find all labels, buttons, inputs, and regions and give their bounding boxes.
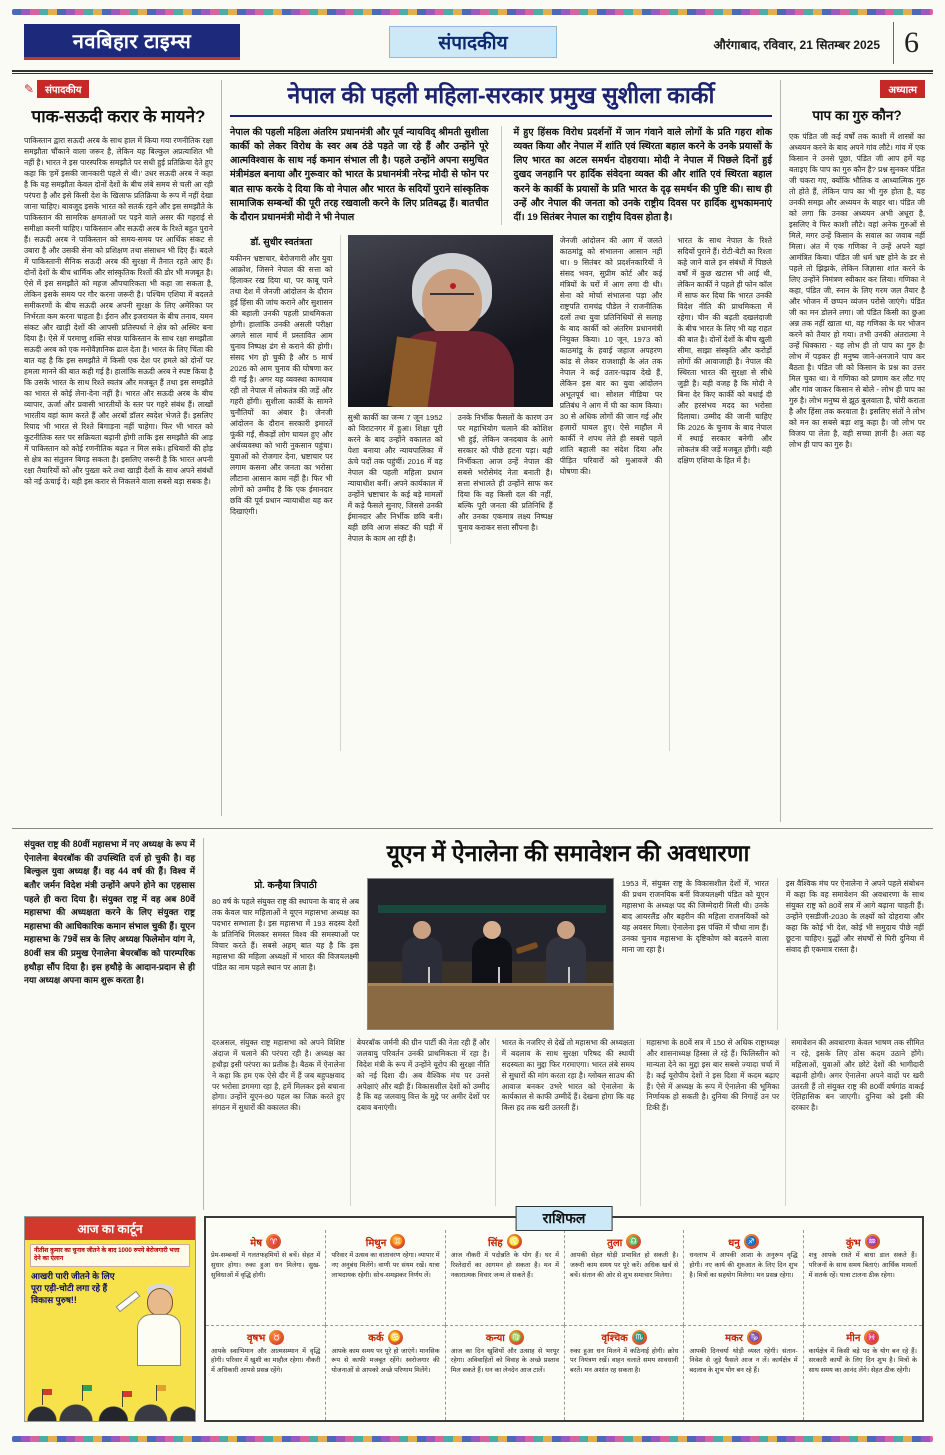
horoscope-grid (206, 1218, 922, 1420)
mid-section-divider (12, 828, 933, 829)
sign-name: मीन (846, 1333, 861, 1344)
horoscope-cell-libra (564, 1230, 683, 1325)
sign-text: शत्रु आपके रास्ते में बाधा डाल सकते हैं। परिजनों के साथ समय बिताएं। आर्थिक मामलों में सतर्क रहें। यात्रा टालना ठीक रहेगा। (808, 1252, 917, 1279)
cartoon-man-body-shape (137, 1314, 181, 1366)
main-intro-col-a: नेपाल की पहली महिला अंतरिम प्रधानमंत्री और पूर्व न्यायविद् श्रीमती सुशीला कार्की को लेकर विरोध के स्वर अब ठंडे पड़ते जा रहे हैं और उन्होंने पूरे आत्मविश्वास के साथ नई कमान संभाल ली है। पहले उन्होंने अपना समुचित मंत्रीमंडल बनाया और गुरूवार को भारत के प्रधानमंत्री नरेन्द्र मोदी से फोन पर बात साफ करके दे दिया कि वो नेपाल और भारत के सदियों पुराने सांस्कृतिक सामाजिक सम्बन्धों की पूरी तरह रखवाली करने के लिए प्रतिबद्ध हैं। बातचीत के दौरान प्रधानमंत्री मोदी ने भी नेपाल (230, 126, 489, 224)
horoscope-cell-capricorn (683, 1325, 802, 1421)
article-column-text: भारत के नजरिए से देखें तो महासभा की अध्यक्षता में बदलाव के साथ सुरक्षा परिषद की स्थायी सदस्यता का मुद्दा फिर गरमाएगा। भारत लंबे समय से सुधारों की मांग करता रहा है। ग्लोबल साउथ की आवाज बनकर उभरे भारत को ऐनालेना के कार्यकाल से काफी उम्मीदें हैं। देखना होगा कि वह किस हद तक खरी उतरती हैं। (501, 1038, 635, 1113)
sign-text: परिवार में उत्सव का वातावरण रहेगा। व्यापार में नए अनुबंध मिलेंगे। वाणी पर संयम रखें। यात्रा लाभदायक रहेगी। सोच-समझकर निर्णय लें। (331, 1252, 440, 1279)
libra-icon: ♎ (626, 1234, 641, 1249)
main-headline: नेपाल की पहली महिला-सरकार प्रमुख सुशीला कार्की (230, 82, 772, 117)
article-column-text: उनके निर्भीक फैसलों के कारण उन पर महाभियोग चलाने की कोशिश भी हुई, लेकिन जनदबाव के आगे सरकार को पीछे हटना पड़ा। यही निर्भीकता आज उन्हें नेपाल की सबसे भरोसेमंद नेता बनाती है। सत्ता संभालते ही उन्होंने साफ कर दिया कि वह किसी दल की नहीं, बल्कि पूरी जनता की प्रतिनिधि हैं और उनका एकमात्र लक्ष्य निष्पक्ष चुनाव कराकर सत्ता सौंपना है। (450, 412, 553, 544)
sign-name: कन्या (485, 1333, 505, 1344)
sagittarius-icon: ♐ (744, 1234, 759, 1249)
aries-icon: ♈ (266, 1234, 281, 1249)
article-subcolumns (348, 412, 553, 544)
capricorn-icon: ♑ (747, 1330, 762, 1345)
sign-name: कुंभ (845, 1237, 861, 1249)
photo-shawl-shape (387, 337, 436, 407)
article-column-text: 1953 में, संयुक्त राष्ट्र के विकासशील देशों में, भारत की प्रथम राजनयिक बनीं विजयलक्ष्मी पंडित को यूएन महासभा के अध्यक्ष पद की जिम्मेदारी मिली थी। उनके बाद आयरलैंड और बहरीन की महिला राजनयिकों को यह अवसर मिला। ऐनालेना इस पंक्ति में चौथा नाम हैं। उनका चुनाव महासभा के दृष्टिकोण को बदलने वाला माना जा रहा है। (621, 879, 769, 954)
sign-name: वृश्चिक (601, 1333, 628, 1344)
horoscope-cell-aries (206, 1230, 325, 1325)
sign-text: रुका हुआ धन मिलने में कठिनाई होगी। क्रोध पर नियंत्रण रखें। वाहन चलाते समय सावधानी बरतें। मन अशांत रह सकता है। (570, 1347, 679, 1374)
main-intro-col-b: में हुए हिंसक विरोध प्रदर्शनों में जान गंवाने वाले लोगों के प्रति गहरा शोक व्यक्त किया और नेपाल में शांति एवं स्थिरता बहाल करने के उनके प्रयासों के लिए भारत का अटल समर्थन दोहराया। मोदी ने नेपाल में पिछले दिनों हुई दुखद जनहानि पर हार्दिक संवेदना व्यक्त की और शांति एवं स्थिरता बहाल करने के कार्की के प्रयासों के प्रति भारत के दृढ़ समर्थन की पुष्टि की। साथ ही उन्हें और नेपाल की जनता को उनके राष्ट्रीय दिवस पर हार्दिक शुभकामनाएं दीं। 19 सितंबर नेपाल का राष्ट्रीय दिवस होता है। (501, 126, 773, 226)
taurus-icon: ♉ (269, 1330, 284, 1345)
horoscope-cell-sagittarius (683, 1230, 802, 1325)
article-column-text: 80 वर्ष के पहले संयुक्त राष्ट्र की स्थापना के बाद से अब तक केवल चार महिलाओं ने यूएन महासभा अध्यक्ष का पदभार सम्भाला है। इस महासभा में 193 सदस्य देशों के प्रतिनिधि मिलकर समस्त विश्व की समस्याओं पर विचार करते हैं। सबसे अहम् बात यह है कि इस महासभा की महिला अध्यक्षों में भारत की विजयलक्ष्मी पंडित का नाम पहले स्थान पर आता है। (212, 897, 360, 972)
cartoon-top-caption: नीतीश कुमार का चुनाव जीतने के बाद 1000 रुपये बेरोजगारी भत्ता देने का ऐलान (30, 1244, 190, 1267)
main-article (230, 82, 772, 751)
sign-name: मकर (725, 1333, 743, 1344)
editorial-label-row (24, 80, 213, 98)
cartoon-crowd-shape (25, 1387, 195, 1421)
gavel-shape (516, 942, 539, 955)
sign-name: वृषभ (246, 1333, 266, 1344)
leo-icon: ♌ (507, 1234, 522, 1249)
microphone-shape (498, 967, 500, 983)
pen-icon: ✎ (24, 82, 35, 96)
spiritual-label-row (789, 80, 925, 98)
un-headline: यूएन में ऐनालेना की समावेशन की अवधारणा (386, 840, 750, 866)
photo-glasses-shape (430, 293, 474, 303)
cartoon-man-head-shape (147, 1288, 173, 1316)
un-assembly-photo (367, 878, 614, 1030)
article-column-text: दरअसल, संयुक्त राष्ट्र महासभा को अपने विशिष्ट अंदाज में चलाने की परंपरा रही है। अध्यक्ष का हथौड़ा इसी परंपरा का प्रतीक है। बैठक में ऐनालेना ने कहा कि हम एक ऐसे दौर में हैं जब बहुपक्षवाद पर भरोसा डगमगा रहा है, हमें मिलकर इसे बचाना होगा। उन्होंने यूएन-80 पहल का जिक्र करते हुए संगठन में सुधारों की वकालत की। (212, 1038, 345, 1113)
horoscope-box (204, 1210, 924, 1422)
horoscope-cell-leo (445, 1230, 564, 1325)
top-decorative-border (12, 9, 933, 15)
main-intro (230, 126, 772, 226)
sign-text: कार्यक्षेत्र में किसी बड़े पद के योग बन रहे हैं। सरकारी कार्यों के लिए दिन शुभ है। मित्रों के साथ समय का आनंद लेंगे। सेहत ठीक रहेगी। (808, 1347, 917, 1374)
photo-head-shape (483, 921, 501, 939)
main-byline: डॉ. सुधीर स्वतंत्रता (250, 237, 313, 249)
scorpio-icon: ♏ (632, 1330, 647, 1345)
sushila-karki-photo (348, 235, 553, 407)
sign-name: धनु (728, 1237, 740, 1249)
article-column-text: सुश्री कार्की का जन्म 7 जून 1952 को विराटनगर में हुआ। शिक्षा पूरी करने के बाद उन्होंने वकालत को पेशा बनाया और न्यायपालिका में ऊंचे पदों तक पहुंचीं। 2016 में वह नेपाल की पहली महिला प्रधान न्यायाधीश बनीं। अपने कार्यकाल में उन्होंने भ्रष्टाचार के कई बड़े मामलों में कड़े फैसले सुनाए, जिससे उनकी ईमानदार और निर्भीक छवि बनी। यही छवि आज संकट की घड़ी में नेपाल के काम आ रही है। (347, 413, 443, 544)
photo-panel-shape (378, 905, 606, 913)
photo-desk-shape (368, 983, 613, 1029)
un-article-top-row (212, 878, 924, 1030)
article-column-text: यकीनन भ्रष्टाचार, बेरोजगारी और युवा आक्रोश, जिसने नेपाल की सत्ता को हिलाकर रख दिया था, पर काबू पाने तथा देश में जेनजी आंदोलन के दौरान हुई हिंसा की जांच कराने और सुशासन की बहाली उनकी पहली प्राथमिकता होगी। हालांकि उनकी असली परीक्षा अगले साल मार्च में प्रस्तावित आम चुनाव निष्पक्ष ढंग से कराने की होगी। संसद भंग हो चुकी है और 5 मार्च 2026 को आम चुनाव की घोषणा कर दी गई है। अगर यह व्यवस्था कामयाब रही तो नेपाल में लोकतंत्र की जड़ें और गहरी होंगी। सुशीला कार्की के सामने चुनौतियों का अंबार है। जेनजी आंदोलन के दौरान सरकारी इमारतें फूंकी गईं, सैकड़ों लोग घायल हुए और अर्थव्यवस्था को भारी नुकसान पहुंचा। युवाओं को रोजगार देना, भ्रष्टाचार पर लगाम कसना और जनता का भरोसा लौटाना आसान काम नहीं है। फिर भी लोगों को उम्मीद है कि एक ईमानदार छवि की पूर्व प्रधान न्यायाधीश यह कर दिखाएंगी। (230, 254, 333, 517)
article-column-text: बेयरबॉक जर्मनी की ग्रीन पार्टी की नेता रही हैं और जलवायु परिवर्तन उनकी प्राथमिकता में रहा है। विदेश मंत्री के रूप में उन्होंने यूरोप की सुरक्षा नीति को नई दिशा दी। अब वैश्विक मंच पर उनसे अपेक्षाएं और बड़ी हैं। विकासशील देशों को उम्मीद है कि वह जलवायु वित्त के मुद्दे पर अमीर देशों पर दबाव बनाएंगी। (356, 1038, 490, 1113)
cancer-icon: ♋ (388, 1330, 403, 1345)
article-column-text: महासभा के 80वें सत्र में 150 से अधिक राष्ट्राध्यक्ष और शासनाध्यक्ष हिस्सा ले रहे हैं। फिलिस्तीन को मान्यता देने का मुद्दा इस बार सबसे ज्यादा चर्चा में है। कई यूरोपीय देशों ने इस दिशा में कदम बढ़ाए हैं। ऐसे में अध्यक्ष के रूप में ऐनालेना की भूमिका निर्णायक हो सकती है। दुनिया की निगाहें उन पर टिकी हैं। (646, 1038, 780, 1113)
sign-text: आपकी दिनचर्या थोड़ी व्यस्त रहेगी। संतान-निवेश से जुड़े फैसले आज न लें। कार्यक्षेत्र में बदलाव के शुभ योग बन रहे हैं। (689, 1347, 798, 1374)
sign-name: कर्क (368, 1333, 384, 1344)
photo-figure-shape (402, 937, 442, 989)
article-photo-column (340, 235, 553, 751)
header-divider (12, 70, 933, 74)
page-number: 6 (893, 22, 929, 64)
photo-head-shape (413, 921, 431, 939)
microphone-shape (428, 967, 430, 983)
cartoon-slogan: आखरी पारी जीतने के लिए पूरा एड़ी-चोटी लगा रहे हैं विकास पुरुष!! (31, 1270, 115, 1306)
horoscope-cell-pisces (803, 1325, 922, 1421)
sign-text: धनलाभ में आपकी आशा के अनुरूप वृद्धि होगी। नए कार्य की शुरुआत के लिए दिन शुभ है। मित्रों का सहयोग मिलेगा। मन प्रसन्न रहेगा। (689, 1252, 798, 1279)
masthead-title: नवबिहार टाइम्स (24, 24, 240, 60)
photo-figure-shape (472, 937, 512, 989)
microphone-shape (568, 967, 570, 983)
main-article-body (230, 235, 772, 751)
photo-head-shape (557, 921, 575, 939)
spiritual-label: अध्यात्म (880, 80, 925, 98)
cartoon-box (24, 1216, 196, 1422)
sign-name: मेष (250, 1237, 263, 1249)
sign-name: सिंह (487, 1237, 503, 1249)
un-article-lead-column: संयुक्त राष्ट्र की 80वीं महासभा में नए अध्यक्ष के रूप में ऐनालेना बेयरबॉक की उपस्थिति दर्ज हो चुकी है। वह बिल्कुल युवा अध्यक्ष हैं। वह 44 वर्ष की हैं। विश्व में बतौर जर्मन विदेश मंत्री उन्होंने अपने होने का एहसास पहले ही करा दिया है। संयुक्त राष्ट्र में वह अब 80वें महासभा की अध्यक्षता करने के लिए संयुक्त राष्ट्र महासभा की आधिकारिक कमान संभाल चुकी हैं। यूएन महासभा के 79वें सत्र के लिए अध्यक्ष फिलेमोन यांग ने, 80वीं सत्र की प्रमुख ऐनालेना बेयरबॉक को पारम्परिक हथौड़ा सौंप दिया है। इस हथौड़े के आदान-प्रदान से ही नया अध्यक्ष अपना काम शुरू करता है। (24, 838, 204, 1210)
bottom-decorative-border (12, 1436, 933, 1442)
horoscope-cell-virgo (445, 1325, 564, 1421)
article-column-text: भारत के साथ नेपाल के रिश्ते सदियों पुराने हैं। रोटी-बेटी का रिश्ता कहे जाने वाले इन संबंधों में पिछले वर्षों में कुछ खटास भी आई थी, लेकिन कार्की ने पहले ही फोन कॉल में साफ कर दिया कि भारत उनकी विदेश नीति की प्राथमिकता में रहेगा। चीन की बढ़ती दखलंदाजी के बीच भारत के लिए भी यह राहत की बात है। दोनों देशों के बीच खुली सीमा, साझा संस्कृति और करोड़ों लोगों की आवाजाही है। नेपाल की स्थिरता भारत की सुरक्षा से सीधे जुड़ी है। यही वजह है कि मोदी ने बिना देर किए कार्की को बधाई दी और हरसंभव मदद का भरोसा दिलाया। उम्मीद की जानी चाहिए कि 2026 के चुनाव के बाद नेपाल में स्थाई सरकार बनेगी और लोकतंत्र की जड़ें मजबूत होंगी। यही दक्षिण एशिया के हित में है। (669, 235, 772, 751)
spiritual-column (780, 80, 925, 822)
article-column-text: इस वैश्विक मंच पर ऐनालेना ने अपने पहले संबोधन में कहा कि वह समावेशन की अवधारणा के साथ संयुक्त राष्ट्र को 80वें सत्र में आगे बढ़ाना चाहती हैं। उन्होंने एसडीजी-2030 के लक्ष्यों को दोहराया और कहा कि कोई भी देश, कोई भी समुदाय पीछे नहीं छूटना चाहिए। युद्धों और संघर्षों से घिरी दुनिया में संवाद ही एकमात्र रास्ता है। (777, 878, 924, 1030)
sign-name: तुला (607, 1237, 623, 1249)
horoscope-cell-aquarius (803, 1230, 922, 1325)
sign-text: आज नौकरी में पदोन्नति के योग हैं। घर में रिश्तेदारों का आगमन हो सकता है। मन में नकारात्मक विचार जन्म ले सकते हैं। (450, 1252, 559, 1279)
sign-name: मिथुन (365, 1237, 387, 1249)
un-article-bottom-columns (212, 1038, 924, 1206)
sign-text: आपके काम समय पर पूरे हो जाएंगे। मानसिक रूप से काफी मजबूत रहेंगे। स्वरोजगार की योजनाओं से आपको अच्छे परिणाम मिलेंगे। (331, 1347, 440, 1374)
horoscope-cell-cancer (325, 1325, 444, 1421)
gemini-icon: ♊ (390, 1234, 405, 1249)
editorial-body: पाकिस्तान द्वारा सऊदी अरब के साथ हाल में किया गया रणनीतिक रक्षा समझौता चौंकाने वाला जरूर है, लेकिन यह बिल्कुल अप्रत्याशित भी नहीं है। भारत ने इस पारस्परिक समझौते पर सधी हुई प्रतिक्रिया देते हुए कहा कि 'हमें इसकी जानकारी पहले से थी।' उधर सऊदी अरब ने कहा है कि यह समझौता केवल दोनों देशों के बीच लंबे समय से चली आ रही परंपरा है और इसे किसी देश के खिलाफ प्रतिक्रिया के रूप में नहीं देखा जाना चाहिए। बावजूद इसके भारत को सतर्क रहने और इस समझौते के पाकिस्तान की सामरिक क्षमताओं पर पड़ने वाले असर की गहराई से समीक्षा करनी चाहिए। पाकिस्तान और सऊदी अरब के रिश्ते बहुत पुराने हैं। सऊदी अरब ने पाकिस्तान को समय-समय पर आर्थिक संकट से उबारा है और उसकी सेना को प्रशिक्षण तथा संसाधन भी दिए हैं। बदले में पाकिस्तानी सैनिक सऊदी अरब की सुरक्षा में तैनात रहते आए हैं। दोनों देशों के बीच धार्मिक और सांस्कृतिक रिश्तों की डोर भी मजबूत है। ऐसे में इस समझौते को महज औपचारिकता भी कहा जा सकता है, लेकिन इसके समय पर गौर करना जरूरी है। पश्चिम एशिया में बदलते समीकरणों के बीच सऊदी अरब अपनी सुरक्षा के लिए अमेरिका पर निर्भरता कम करना चाहता है। ईरान और इजरायल के बीच तनाव, यमन संकट और खाड़ी देशों की आपसी प्रतिस्पर्धा ने क्षेत्र को अस्थिर बना दिया है। ऐसे में परमाणु शक्ति संपन्न पाकिस्तान के साथ रक्षा समझौता सऊदी अरब को एक मनोवैज्ञानिक ढाल देता है। भारत के लिए चिंता की बात यह है कि इस समझौते में किसी एक देश पर हमले को दोनों पर हमला मानने की बात कही गई है। हालांकि सऊदी अरब ने स्पष्ट किया है कि उसके भारत के साथ रिश्ते स्वतंत्र और मजबूत हैं तथा इस समझौते का भारत से कोई लेना-देना नहीं है। भारत और सऊदी अरब के बीच व्यापार, ऊर्जा और प्रवासी भारतीयों के स्तर पर गहरे संबंध हैं। लाखों भारतीय वहां काम करते हैं और अरबों डॉलर स्वदेश भेजते हैं। इसलिए रियाद भी भारत से रिश्ते बिगाड़ना नहीं चाहेगा। फिर भी भारत को कूटनीतिक स्तर पर सक्रियता बढ़ानी होगी ताकि इस समझौते की आड़ में पाकिस्तान को कोई रणनीतिक बढ़त न मिल सके। हथियारों की होड़ से क्षेत्र का संतुलन बिगड़ सकता है। इसलिए जरूरी है कि भारत अपनी रक्षा तैयारियों को और पुख्ता करे तथा खाड़ी देशों के साथ अपने संबंधों को नई ऊंचाई दे। यही इस करार से निकलने वाला सबसे बड़ा सबक है। (24, 136, 213, 487)
un-article-body (212, 878, 924, 1210)
horoscope-cell-gemini (325, 1230, 444, 1325)
spiritual-body: एक पंडित जी कई वर्षों तक काशी में शास्त्रों का अध्ययन करने के बाद अपने गांव लौटे। गांव में एक किसान ने उनसे पूछा, पंडित जी आप हमें यह बताइए कि पाप का गुरु कौन है? प्रश्न सुनकर पंडित जी चकरा गए, क्योंकि भौतिक व आध्यात्मिक गुरु तो होते हैं, लेकिन पाप का भी गुरु होता है, यह उनकी समझ और अध्ययन के बाहर था। पंडित जी को लगा कि उनका अध्ययन अभी अधूरा है, इसलिए वे फिर काशी लौटे। वहां अनेक गुरुओं से मिले, मगर उन्हें किसान के सवाल का जवाब नहीं मिला। अंत में एक गणिका ने उन्हें अपने यहां आमंत्रित किया। पंडित जी धर्म भ्रष्ट होने के डर से पहले तो झिझके, लेकिन जिज्ञासा शांत करने के लिए उन्होंने निमंत्रण स्वीकार कर लिया। गणिका ने कहा, पंडित जी, स्नान के लिए गरम जल तैयार है और भोजन में छप्पन व्यंजन परोसे जाएंगे। पंडित जी का मन डोलने लगा। जो पंडित किसी का छुआ अन्न तक नहीं खाता था, वह गणिका के घर भोजन करने को तैयार हो गया। तभी उनकी अंतरात्मा ने उन्हें धिक्कारा - यह लोभ ही तो पाप का गुरु है! लोभ में पड़कर ही मनुष्य जाने-अनजाने पाप कर बैठता है। पंडित जी को किसान के प्रश्न का उत्तर मिल चुका था। वे गणिका को प्रणाम कर लौट गए और गांव जाकर किसान से बोले - लोभ ही पाप का गुरु है। लोभ मनुष्य से झूठ बुलवाता है, चोरी कराता है और हिंसा तक करवाता है। इसलिए संतों ने लोभ को मन का सबसे बड़ा शत्रु कहा है। जो लोभ पर विजय पा लेता है, वही सच्चा ज्ञानी है। अतः यह लोभ ही पाप का गुरु है। (789, 132, 925, 449)
section-tab: संपादकीय (389, 26, 557, 58)
dateline: औरंगाबाद, रविवार, 21 सितम्बर 2025 (713, 38, 880, 52)
article-column (230, 235, 333, 751)
sign-text: प्रेम-सम्बन्धों में गलतफहमियों से बचें। सेहत में सुधार होगा। रुका हुआ धन मिलेगा। सुख-सुविधाओं में वृद्धि होगी। (211, 1252, 321, 1279)
cartoon-header: आज का कार्टून (25, 1217, 195, 1240)
un-byline: प्रो. कन्हैया त्रिपाठी (254, 880, 317, 891)
sign-text: आपकी सेहत थोड़ी प्रभावित हो सकती है। जरूरी काम समय पर पूरे करें। अधिक खर्च से बचें। संतान की ओर से शुभ समाचार मिलेगा। (570, 1252, 679, 1279)
aquarius-icon: ♒ (865, 1234, 880, 1249)
sign-text: आज का दिन खुशियों और उत्साह से भरपूर रहेगा। अविवाहितों को विवाह के अच्छे प्रस्ताव मिल सकते हैं। धन का लेनदेन आज टालें। (450, 1347, 559, 1374)
photo-figure-shape (546, 937, 586, 989)
article-column (212, 878, 359, 1030)
article-column-text: जेनजी आंदोलन की आग में जलते काठमांडू को संभालना आसान नहीं था। 9 सितंबर को प्रदर्शनकारियों ने संसद भवन, सुप्रीम कोर्ट और कई मंत्रियों के घरों में आग लगा दी थी। सेना को मोर्चा संभालना पड़ा और राष्ट्रपति रामचंद्र पौडेल ने राजनीतिक दलों तथा युवा प्रतिनिधियों से सलाह के बाद कार्की को अंतरिम प्रधानमंत्री नियुक्त किया। 10 जून, 1973 को काठमांडू के हवाई जहाज अपहरण कांड से लेकर राजशाही के अंत तक नेपाल ने कई उतार-चढ़ाव देखे हैं, लेकिन इस बार का युवा आंदोलन अभूतपूर्व था। सोशल मीडिया पर प्रतिबंध ने आग में घी का काम किया। 30 से अधिक लोगों की जान गई और हजारों घायल हुए। ऐसे माहौल में कार्की ने शपथ लेते ही सबसे पहले शांति बहाली का संदेश दिया और पीड़ित परिवारों को मुआवजे की घोषणा की। (559, 236, 663, 477)
spiritual-title: पाप का गुरु कौन? (812, 108, 902, 123)
cartoon-drawing (25, 1240, 195, 1421)
horoscope-title: राशिफल (516, 1206, 613, 1231)
editorial-title: पाक-सऊदी करार के मायने? (31, 107, 206, 126)
editorial-label: संपादकीय (37, 80, 89, 98)
photo-bindi-shape (450, 283, 456, 289)
virgo-icon: ♍ (509, 1330, 524, 1345)
pisces-icon: ♓ (864, 1330, 879, 1345)
sign-text: आपके स्वाभिमान और आत्मसम्मान में वृद्धि होगी। परिवार में खुशी का माहौल रहेगा। नौकरी में अधिकारी आपसे प्रसन्न रहेंगे। (211, 1347, 321, 1374)
horoscope-cell-scorpio (564, 1325, 683, 1421)
editorial-column (24, 80, 222, 816)
article-column-text: समावेशन की अवधारणा केवल भाषण तक सीमित न रहे, इसके लिए ठोस कदम उठाने होंगे। महिलाओं, युवाओं और छोटे देशों की भागीदारी बढ़ानी होगी। अगर ऐनालेना अपने वादों पर खरी उतरती हैं तो संयुक्त राष्ट्र की 80वीं वर्षगांठ वाकई ऐतिहासिक बन जाएगी। दुनिया को इसी की दरकार है। (791, 1038, 924, 1113)
horoscope-cell-taurus (206, 1325, 325, 1421)
